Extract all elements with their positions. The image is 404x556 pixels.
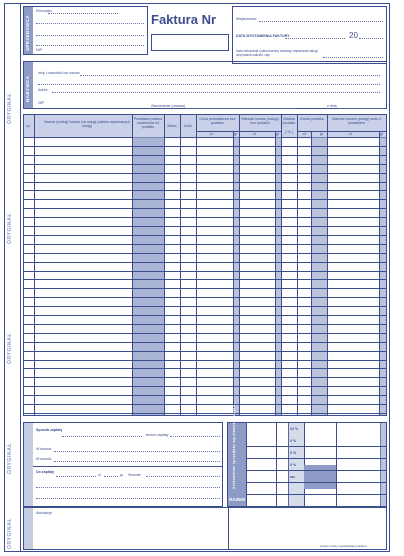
rate-value: 0 % xyxy=(290,451,297,455)
table-row xyxy=(24,306,386,307)
pkwiu-column-shade xyxy=(132,137,164,415)
rate-value: 0 % xyxy=(290,463,297,467)
table-row xyxy=(24,395,386,396)
order-label: Zamówienie (umowa) xyxy=(151,104,186,108)
vat-gr: gr xyxy=(320,132,324,136)
strip-label-5: ORYGINAŁ xyxy=(7,517,13,549)
date-box xyxy=(232,6,387,64)
table-row xyxy=(24,386,386,387)
buyer-nip-label: NIP xyxy=(38,101,44,105)
rate-row-line xyxy=(246,446,386,447)
buyer-block-label: NABYWCA xyxy=(25,75,30,102)
table-row xyxy=(24,351,386,352)
rate-value: 0 % xyxy=(290,439,297,443)
rate-row-line xyxy=(246,482,386,483)
total-label: RAZEM xyxy=(229,497,245,502)
place-label: Miejscowość xyxy=(236,17,257,21)
table-row xyxy=(24,342,386,343)
table-row xyxy=(24,146,386,147)
col-brutto: Wartość towaru (usługi) wraz z podatkiem xyxy=(332,117,381,125)
col-price: Cena jednostkowa bez podatku xyxy=(199,117,236,125)
total-label-cell xyxy=(228,494,246,506)
vat-shade xyxy=(311,137,327,415)
brutto-zl: zł xyxy=(349,132,352,136)
netto-gr: gr xyxy=(276,132,280,136)
table-row xyxy=(24,208,386,209)
seller-block-label: SPRZEDAWCA xyxy=(25,14,30,51)
table-row xyxy=(24,190,386,191)
order-date-label: z dnia xyxy=(327,104,337,108)
remarks-side-bar xyxy=(24,508,33,549)
table-row xyxy=(24,368,386,369)
paid-label-1: W kwocie xyxy=(36,447,52,451)
col-netto: Wartość towaru (usługi) bez podatku xyxy=(241,117,279,125)
buyer-side-bar xyxy=(24,62,33,108)
to-pay-label: Do zapłaty xyxy=(36,470,54,474)
col-pkwiu: Podstawa prawna zwolnienia od podatku xyxy=(133,117,163,129)
table-row xyxy=(24,244,386,245)
table-row xyxy=(24,279,386,280)
rate-row-line xyxy=(246,458,386,459)
table-row xyxy=(24,404,386,405)
table-row xyxy=(24,297,386,298)
remarks-label: Adnotacje xyxy=(36,511,52,515)
supply-date-label: Data dokonania (zakończenia) dostawy, wykonania usługi, otrzymania zaliczki, raty xyxy=(236,49,319,57)
payment-box xyxy=(23,422,223,507)
invoice-number-field[interactable] xyxy=(151,34,229,51)
col-rate: Stawka podatku xyxy=(282,117,296,125)
price-zl: zł xyxy=(210,132,213,136)
seller-name-label: Pieczątka xyxy=(36,9,52,13)
vat-summary-box xyxy=(227,404,387,507)
rate-value: zw. xyxy=(290,475,296,479)
table-row xyxy=(24,155,386,156)
buyer-name-label: Imię i nazwisko lub nazwa xyxy=(38,71,80,75)
table-row xyxy=(24,324,386,325)
brutto-gr: gr xyxy=(380,132,384,136)
table-row xyxy=(24,413,386,414)
table-row xyxy=(24,217,386,218)
remarks-box xyxy=(23,507,387,550)
payment-method-label: Sposób zapłaty xyxy=(36,428,63,432)
to-pay-gr: gr xyxy=(120,473,124,477)
col-vat: Kwota podatku xyxy=(300,117,324,121)
col-rate-unit: [ % ] xyxy=(285,130,293,134)
table-row xyxy=(24,262,386,263)
table-row xyxy=(24,226,386,227)
table-row xyxy=(24,271,386,272)
summary-side-bar xyxy=(228,404,246,494)
items-table xyxy=(23,114,387,416)
left-strip xyxy=(5,4,21,551)
seller-nip-label: NIP xyxy=(36,48,42,52)
table-row xyxy=(24,199,386,200)
table-row xyxy=(24,253,386,254)
col-qty: Ilość xyxy=(184,124,192,128)
rate-value: 22 % xyxy=(290,427,299,431)
buyer-address-label: Adres xyxy=(38,88,48,92)
col-unit: Miara xyxy=(167,124,177,128)
rate-row-line xyxy=(246,470,386,471)
table-row xyxy=(24,360,386,361)
to-pay-zl: zł xyxy=(98,473,101,477)
table-row xyxy=(24,173,386,174)
invoice-form xyxy=(4,3,390,552)
signature-label: podpis osoby wystawiającej fakturę xyxy=(320,544,367,548)
table-row xyxy=(24,333,386,334)
brutto-gr-shade xyxy=(379,137,386,415)
seller-side-bar xyxy=(24,7,33,54)
table-row xyxy=(24,182,386,183)
strip-label-4: ORYGINAŁ xyxy=(7,442,13,474)
seller-box xyxy=(23,6,148,55)
payment-term-label: termin zapłaty xyxy=(146,433,169,437)
invoice-title: Faktura Nr xyxy=(151,12,217,27)
table-row xyxy=(24,377,386,378)
words-label: Słownie xyxy=(128,473,141,477)
year-prefix: 20 xyxy=(349,31,358,40)
table-row xyxy=(24,288,386,289)
table-row xyxy=(24,235,386,236)
table-row xyxy=(24,164,386,165)
col-lp: Lp. xyxy=(26,124,31,128)
vat-zl: zł xyxy=(303,132,306,136)
strip-label-3: ORYGINAŁ xyxy=(7,332,13,364)
strip-label-1: ORYGINAŁ xyxy=(7,92,13,124)
payment-side-bar xyxy=(24,423,33,506)
zw-vat-shade xyxy=(304,465,336,489)
col-name: Nazwa (rodzaj) towaru lub usługi (zakres wykonanych usług) xyxy=(44,120,130,128)
issue-date-label: DATA WYSTAWIENIA FAKTURY xyxy=(236,34,290,38)
paid-label-2: W kwocie xyxy=(36,457,52,461)
table-row xyxy=(24,315,386,316)
strip-label-2: ORYGINAŁ xyxy=(7,212,13,244)
rate-row-line xyxy=(246,494,386,495)
summary-label: Zestawienie sprzedaży wg stawek podatku xyxy=(232,404,236,489)
netto-zl: zł xyxy=(253,132,256,136)
buyer-box xyxy=(23,61,387,109)
price-gr: gr xyxy=(234,132,238,136)
